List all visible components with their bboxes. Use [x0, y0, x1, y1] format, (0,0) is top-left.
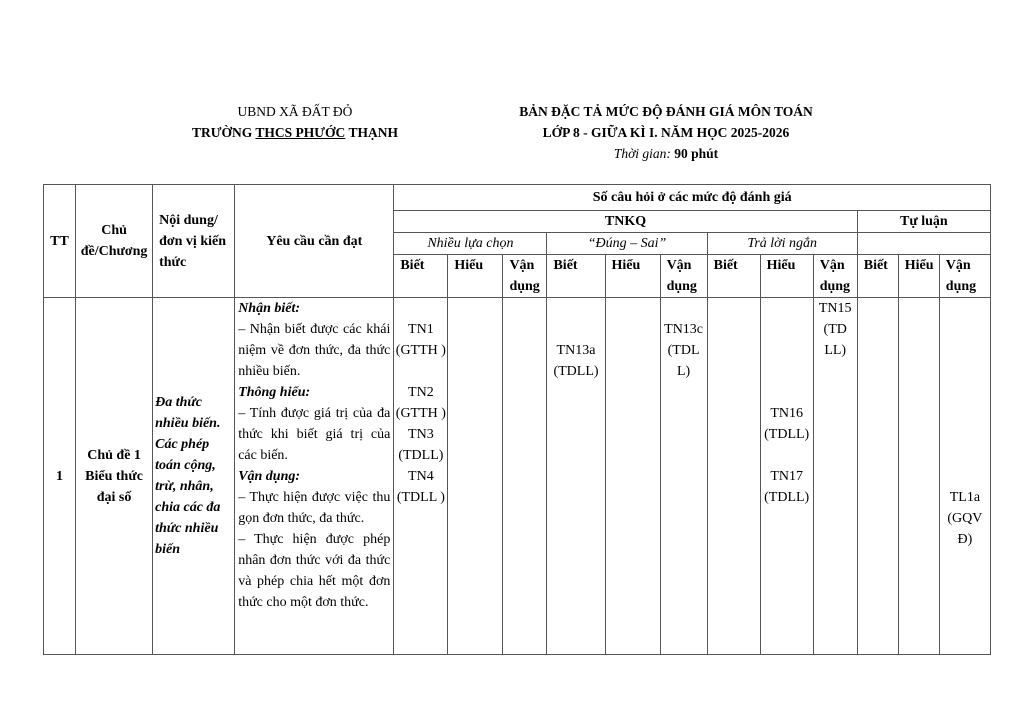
level-understand: Hiểu: [898, 255, 939, 298]
question-code: TN17 (TDLL): [764, 469, 810, 505]
document-subtitle: LỚP 8 - GIỮA KÌ I. NĂM HỌC 2025-2026: [542, 125, 790, 140]
exam-duration: [460, 143, 872, 164]
requirement-understand-1: – Tính được giá trị của đa thức khi biết giá trị của các biến.: [238, 406, 391, 463]
header-short-answer: Trả lời ngắn: [707, 233, 857, 255]
question-code: TN13c (TDL L): [664, 322, 704, 379]
question-code: TN3 (TDLL): [398, 427, 444, 463]
header-essay: Tự luận: [857, 211, 990, 233]
question-code: TN16 (TDLL): [764, 406, 810, 442]
cell-sa-know: [707, 298, 760, 655]
cell-mc-know: [394, 298, 448, 655]
level-apply: Vận dụng: [503, 255, 547, 298]
header-topic: Chủ đề/Chương: [76, 185, 153, 298]
header-content: Nội dung/đơn vị kiến thức: [153, 185, 235, 298]
header-tt: TT: [44, 185, 76, 298]
level-apply: Vận dụng: [813, 255, 857, 298]
row-requirements: [235, 298, 394, 655]
header-requirements: Yêu cầu cần đạt: [235, 185, 394, 298]
level-understand: Hiểu: [760, 255, 813, 298]
level-know: Biết: [707, 255, 760, 298]
header-essay-blank: [857, 233, 990, 255]
specification-table: [43, 184, 991, 655]
table-row: [44, 298, 991, 655]
row-number: 1: [44, 298, 76, 655]
level-understand: Hiểu: [605, 255, 660, 298]
document-title-block: [460, 101, 872, 164]
row-content: Đa thức nhiều biến. Các phép toán cộng, trừ, nhân, chia các đa thức nhiều biến: [153, 298, 235, 655]
cell-sa-apply: [813, 298, 857, 655]
cell-mc-apply: [503, 298, 547, 655]
question-code: TN4 (TDLL ): [396, 469, 445, 505]
school-name-prefix: TRƯỜNG: [192, 125, 253, 140]
district-name: UBND XÃ ĐẤT ĐỎ: [237, 104, 353, 119]
requirement-recognize-1: – Nhận biết được các khái niệm về đơn thức, đa thức nhiều biến.: [238, 322, 391, 379]
cell-tf-apply: [660, 298, 707, 655]
label-understand: Thông hiểu:: [238, 385, 311, 400]
header-true-false: “Đúng – Sai”: [547, 233, 707, 255]
duration-value: 90 phút: [674, 146, 719, 161]
question-code: TN13a (TDLL): [553, 343, 599, 379]
level-apply: Vận dụng: [660, 255, 707, 298]
question-code: TN1 (GTTH ): [395, 322, 446, 358]
level-know: Biết: [857, 255, 898, 298]
requirement-apply-2: – Thực hiện được phép nhân đơn thức với đa thức và phép chia hết một đơn thức cho một đơn thức.: [238, 532, 391, 610]
label-apply: Vận dụng:: [238, 469, 301, 484]
school-name-suffix: THẠNH: [348, 125, 398, 140]
level-know: Biết: [394, 255, 448, 298]
requirement-apply-1: – Thực hiện được việc thu gọn đơn thức, đa thức.: [238, 490, 391, 526]
question-code: TL1a (GQV Đ): [947, 490, 983, 547]
school-name-underlined: THCS PHƯỚC: [255, 125, 346, 140]
cell-essay-apply: [939, 298, 990, 655]
question-code: TN15 (TD LL): [818, 301, 852, 358]
header-tnkq: TNKQ: [394, 211, 857, 233]
level-understand: Hiểu: [448, 255, 503, 298]
header-multiple-choice: Nhiều lựa chọn: [394, 233, 547, 255]
cell-tf-understand: [605, 298, 660, 655]
school-header: [160, 101, 430, 143]
level-know: Biết: [547, 255, 605, 298]
document-title: BẢN ĐẶC TẢ MỨC ĐỘ ĐÁNH GIÁ MÔN TOÁN: [519, 104, 813, 119]
level-apply: Vận dụng: [939, 255, 990, 298]
label-recognize: Nhận biết:: [238, 301, 301, 316]
cell-sa-understand: [760, 298, 813, 655]
cell-essay-understand: [898, 298, 939, 655]
cell-mc-understand: [448, 298, 503, 655]
row-topic: Chủ đề 1 Biểu thức đại số: [76, 298, 153, 655]
cell-tf-know: [547, 298, 605, 655]
question-code: TN2 (GTTH ): [395, 385, 446, 421]
duration-label: Thời gian:: [613, 146, 671, 161]
header-question-count: Số câu hỏi ở các mức độ đánh giá: [394, 185, 991, 211]
cell-essay-know: [857, 298, 898, 655]
school-name: [160, 122, 430, 143]
